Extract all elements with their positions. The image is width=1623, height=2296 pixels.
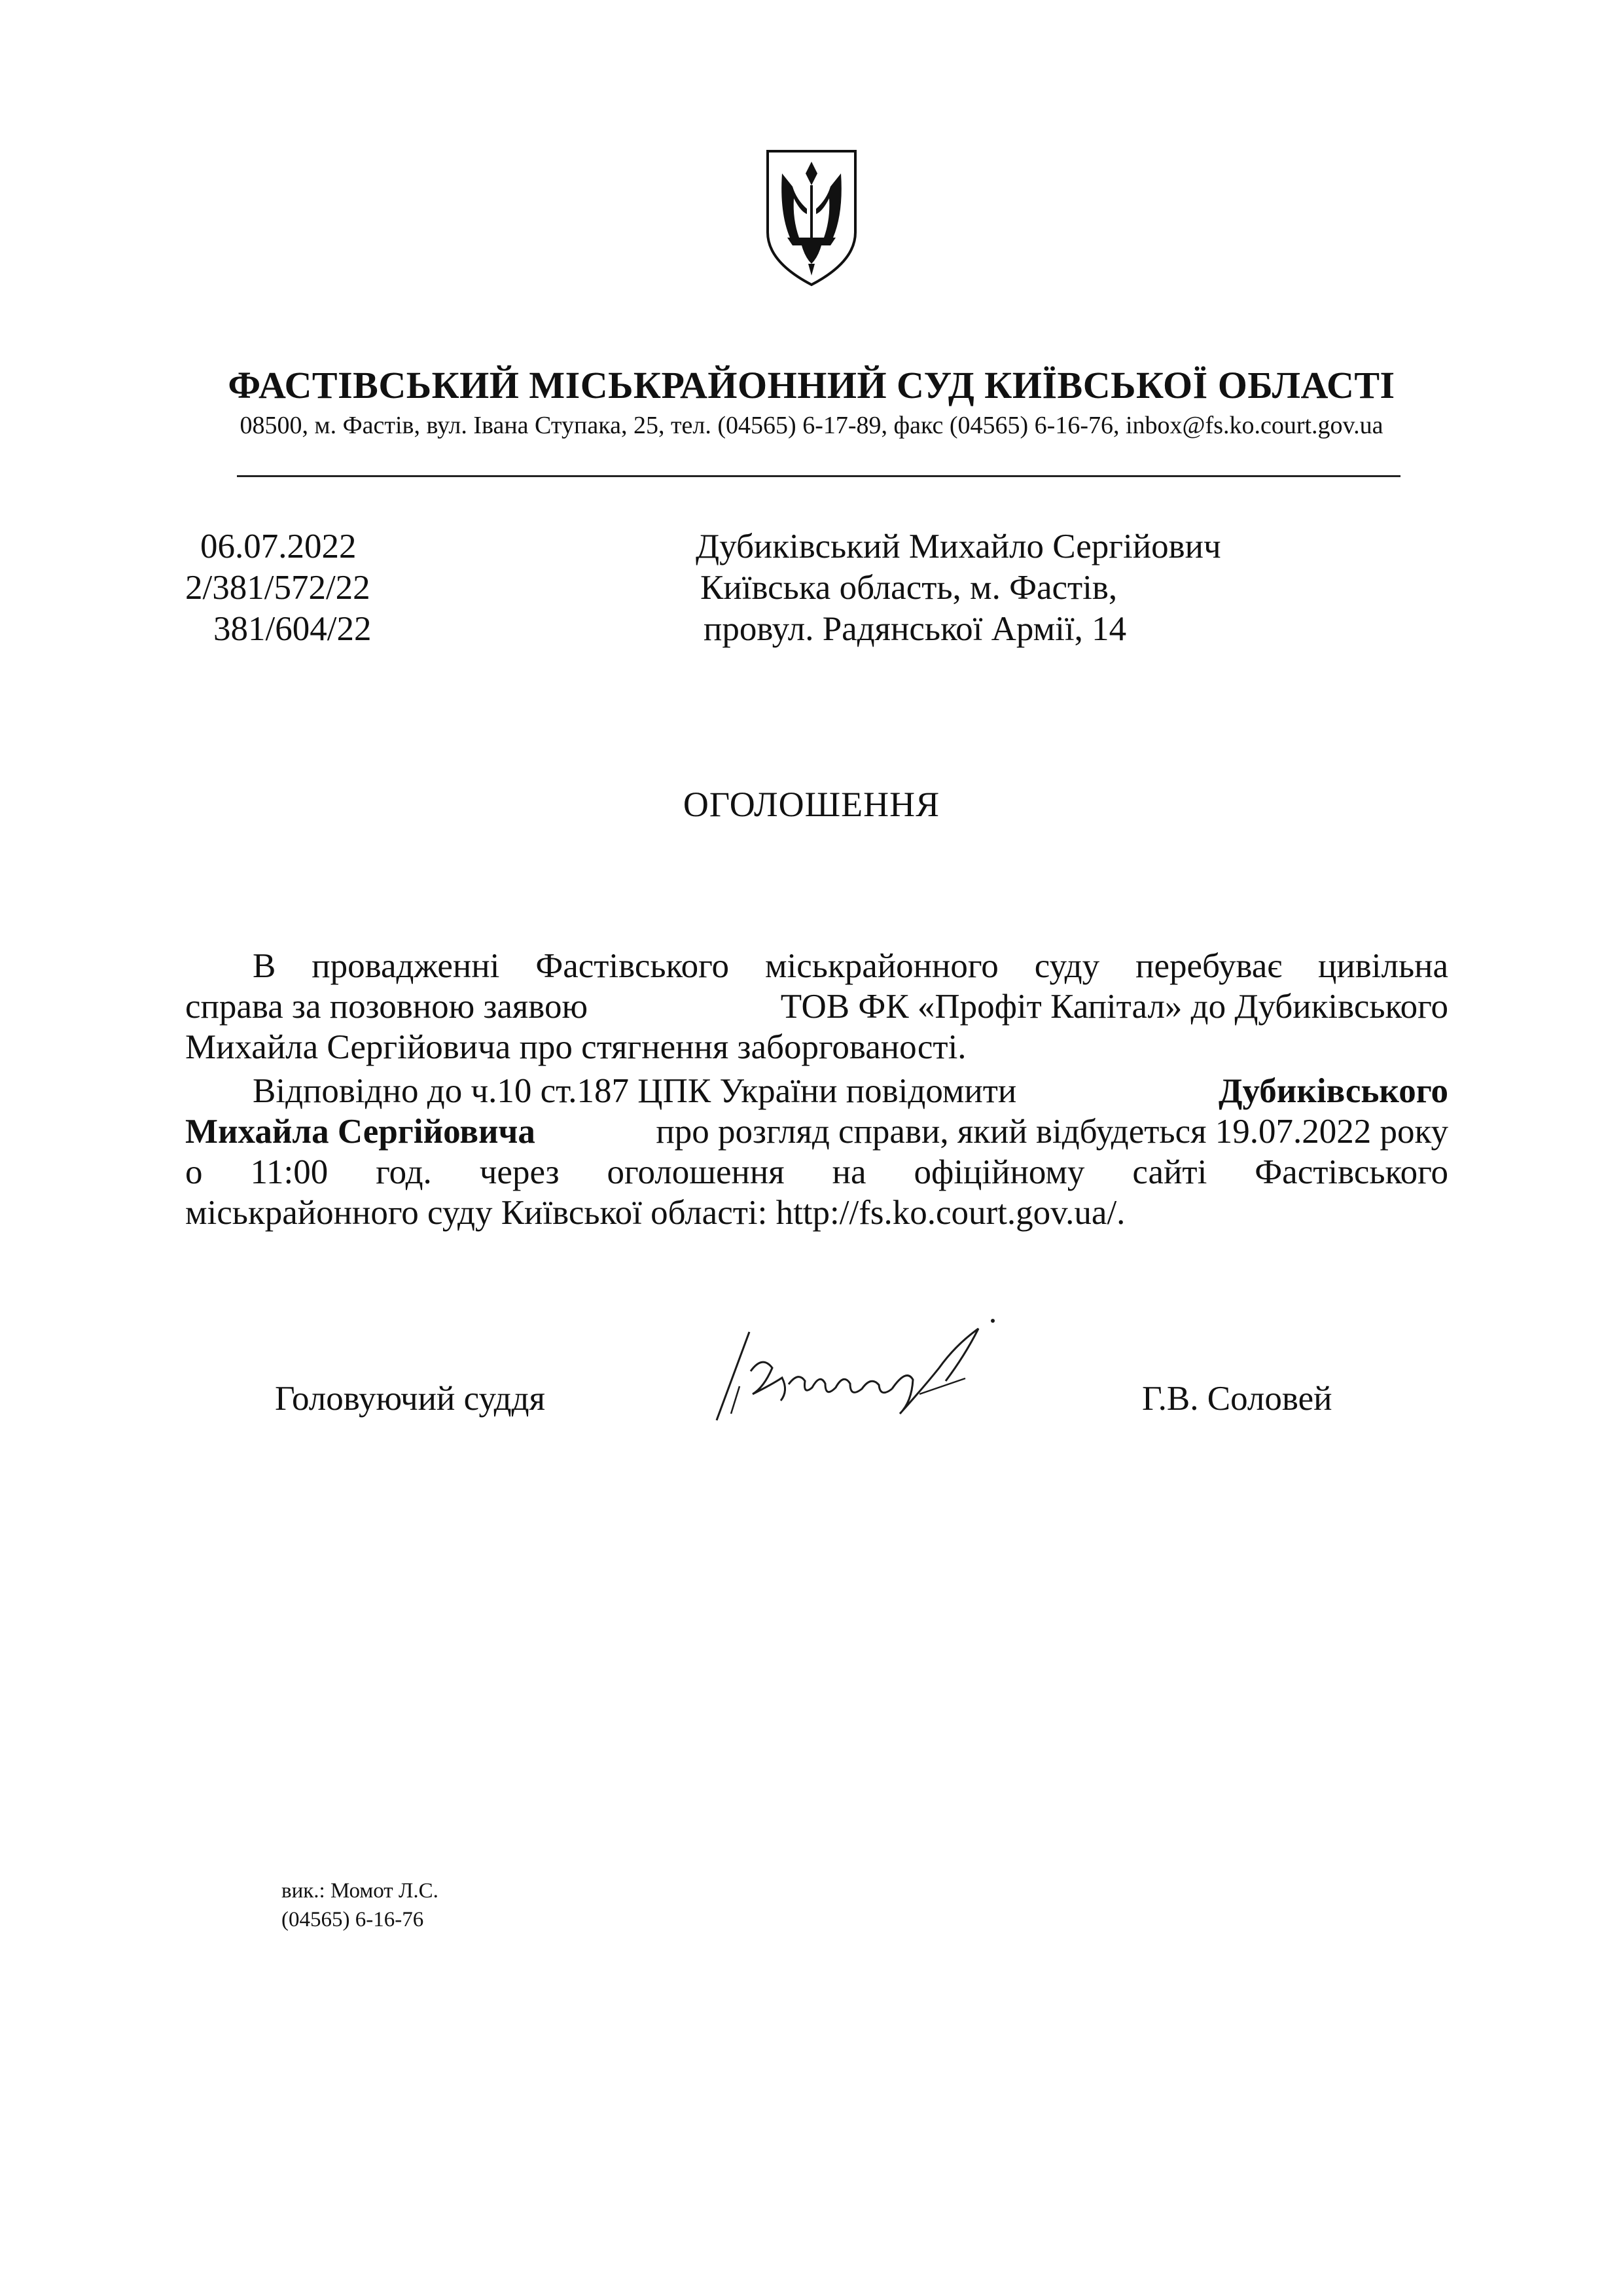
body-text: ТОВ ФК «Профіт Капітал» до Дубиківського	[780, 988, 1448, 1026]
body-word: 11:00	[250, 1153, 329, 1191]
defendant-surname: Дубиківського	[1219, 1072, 1448, 1110]
signatory-role: Головуючий суддя	[275, 1380, 545, 1418]
body-line	[185, 986, 1448, 1027]
body-line	[185, 1152, 1448, 1193]
signatory-name: Г.В. Соловей	[1142, 1380, 1332, 1418]
body-line: В провадженні Фастівського міськрайонного суду перебуває цивільна	[253, 947, 1448, 985]
body-word: на	[832, 1153, 866, 1191]
body-word: год.	[376, 1153, 432, 1191]
addressee-address-line1: Київська область, м. Фастів,	[700, 569, 1118, 607]
body-text: справа за позовною заявою	[185, 988, 588, 1026]
document-date: 06.07.2022	[200, 528, 357, 565]
executor-phone: (04565) 6-16-76	[281, 1908, 424, 1931]
body-word: офіційному	[914, 1153, 1085, 1191]
header-divider	[237, 475, 1400, 477]
body-text: Відповідно до ч.10 ст.187 ЦПК України повідомити	[253, 1072, 1017, 1110]
body-paragraph-1	[185, 946, 1448, 1067]
body-paragraph-2	[185, 1071, 1448, 1233]
court-address: 08500, м. Фастів, вул. Івана Ступака, 25, тел. (04565) 6-17-89, факс (04565) 6-16-76, inbox@fs.ko.court.gov.ua	[240, 412, 1383, 439]
court-name: ФАСТІВСЬКИЙ МІСЬКРАЙОННИЙ СУД КИЇВСЬКОЇ ОБЛАСТІ	[228, 364, 1395, 406]
body-word: через	[479, 1153, 560, 1191]
outgoing-number: 381/604/22	[213, 610, 372, 648]
body-word: Фастівського	[1255, 1153, 1448, 1191]
case-number: 2/381/572/22	[185, 569, 370, 607]
executor-name: вик.: Момот Л.С.	[281, 1879, 438, 1903]
defendant-name: Михайла Сергійовича	[185, 1113, 535, 1151]
body-line	[185, 1111, 1448, 1152]
addressee-address-line2: провул. Радянської Армії, 14	[704, 610, 1127, 648]
body-word: сайті	[1132, 1153, 1207, 1191]
body-text: про розгляд справи, який відбудеться 19.07.2022 року	[656, 1113, 1448, 1151]
body-word: о	[185, 1153, 203, 1191]
notice-title: ОГОЛОШЕННЯ	[683, 785, 940, 824]
addressee-name: Дубиківський Михайло Сергійович	[696, 528, 1221, 565]
body-line: Михайла Сергійовича про стягнення заборгованості.	[185, 1028, 967, 1066]
body-line	[185, 1071, 1448, 1111]
body-word: оголошення	[607, 1153, 785, 1191]
body-line: міськрайонного суду Київської області: http://fs.ko.court.gov.ua/.	[185, 1194, 1126, 1232]
trident-emblem-icon	[762, 147, 861, 288]
handwritten-signature	[690, 1316, 1031, 1440]
